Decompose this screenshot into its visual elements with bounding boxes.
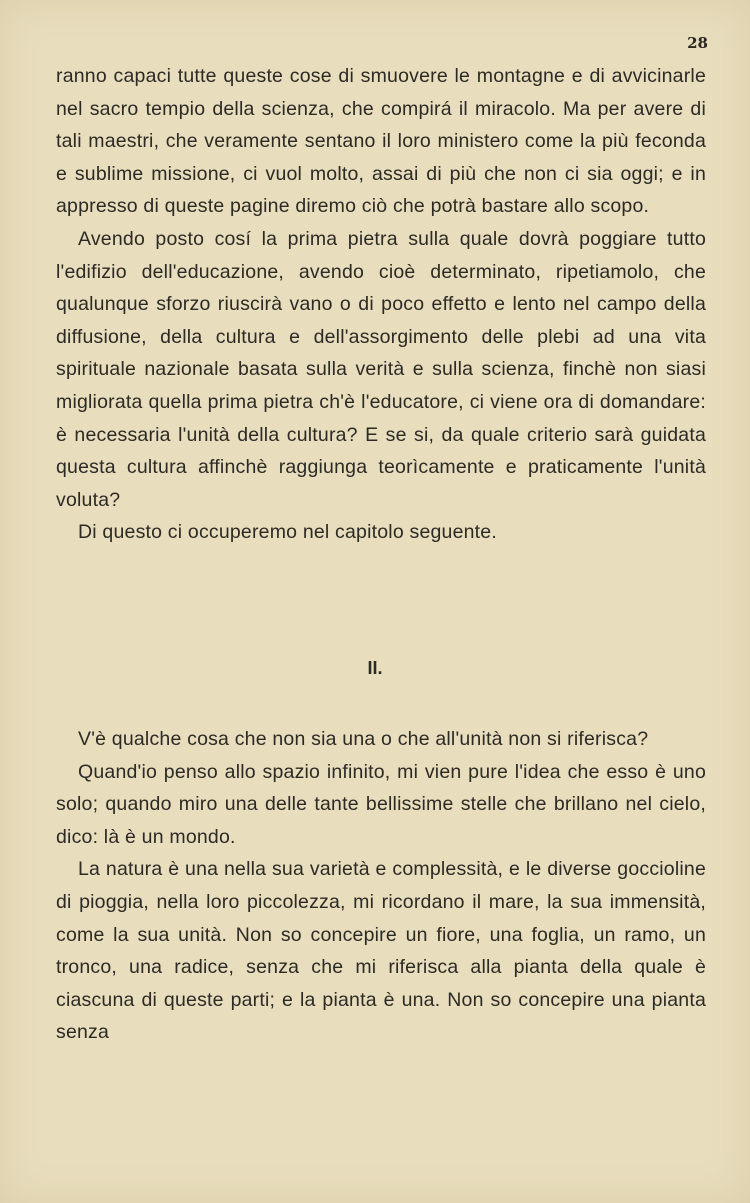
paragraph-5: Quand'io penso allo spazio infinito, mi vien pure l'idea che esso è uno solo; quando miro una delle tante bellissime stelle che brillano nel cielo, dico: là è un mondo. (56, 760, 706, 848)
paragraph-4: V'è qualche cosa che non sia una o che all'unità non si riferisca? (78, 728, 649, 750)
text-after-section (56, 723, 706, 1049)
page-number: 28 (687, 34, 708, 52)
paragraph-2: Avendo posto cosí la prima pietra sulla quale dovrà poggiare tutto l'edifizio dell'educazione, avendo cioè determinato, ripetiamolo, che qualunque sforzo riuscirà vano o di poco effetto e lento nel campo della diffusione, della cultura e dell'assorgimento delle plebi ad una vita spirituale nazionale basata sulla verità e sulla scienza, finchè non siasi migliorata quella prima pietra ch'è l'educatore, ci viene ora di domandare: è necessaria l'unità della cultura? E se si, da quale criterio sarà guidata questa cultura affinchè raggiunga teorìcamente e praticamente l'unità voluta? (56, 227, 706, 511)
paragraph-3: Di questo ci occuperemo nel capitolo seguente. (78, 521, 497, 544)
paragraph-1: ranno capaci tutte queste cose di smuovere le montagne e di avvicinarle nel sacro tempio della scienza, che compirá il miracolo. Ma per avere di tali maestri, che veramente sentano il loro ministero come la più feconda e sublime missione, ci vuol molto, assai di più che non ci sia oggi; e in appresso di queste pagine diremo ciò che potrà bastare allo scopo. (56, 65, 706, 218)
section-heading: II. (367, 658, 383, 678)
paragraph-6: La natura è una nella sua varietà e complessità, e le diverse goccioline di pioggia, nella loro piccolezza, mi ricordano il mare, la sua immensità, come la sua unità. Non so concepire un fiore, una foglia, un ramo, un tronco, una radice, senza che mi riferisca alla pianta della quale è ciascuna di queste parti; e la pianta è una. Non so concepire una pianta senza (56, 858, 706, 1044)
text-before-section (56, 60, 706, 549)
